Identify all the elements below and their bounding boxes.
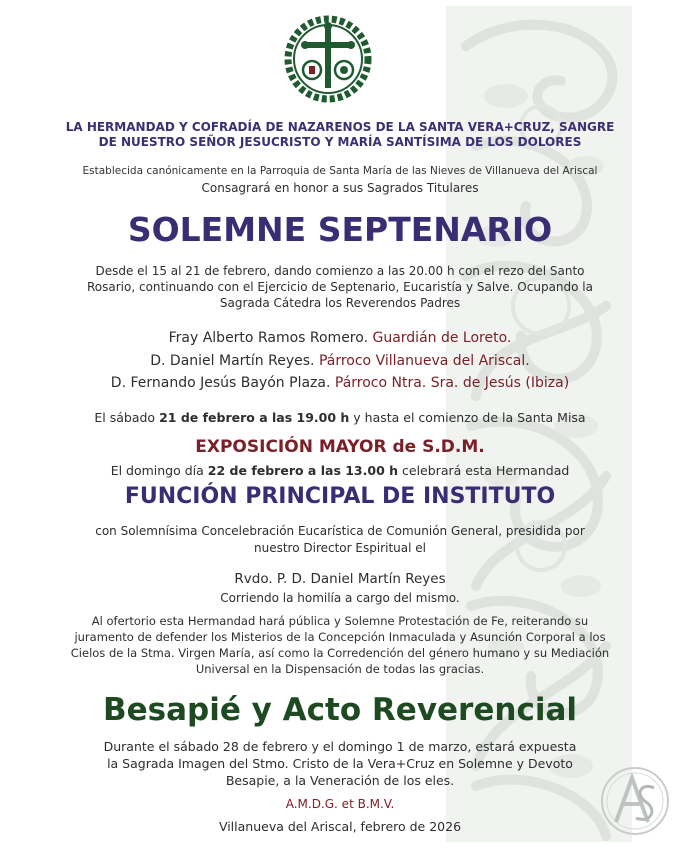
function-intro (40, 463, 640, 478)
function-desc-line2: nuestro Director Espiritual el (254, 541, 426, 555)
septenario-desc-line2: Rosario, continuando con el Ejercicio de Septenario, Eucaristía y Salve. Ocupando la (87, 280, 593, 294)
septenario-desc-line3: Sagrada Cátedra los Reverendos Padres (219, 296, 461, 310)
motto: A.M.D.G. et B.M.V. (285, 797, 395, 811)
protestation-line1: Al ofertorio esta Hermandad hará pública y Solemne Protestación de Fe, reiterando su (91, 614, 589, 628)
brotherhood-name-line2: DE NUESTRO SEÑOR JESUCRISTO Y MARÍA SANTÍSIMA DE LOS DOLORES (98, 135, 582, 149)
preacher-role: Párroco Ntra. Sra. de Jesús (Ibiza) (334, 375, 570, 391)
protestation-line2: juramento de defender los Misterios de la Concepción Inmaculada y Asunción Corporal a los (74, 630, 606, 644)
preacher-2 (40, 351, 640, 371)
function-intro-pre: El domingo día (110, 463, 204, 478)
preacher-name: D. Daniel Martín Reyes. (150, 353, 315, 369)
besapie-title: Besapié y Acto Reverencial (103, 692, 577, 728)
preacher-1 (40, 328, 640, 348)
exposition-intro-post: y hasta el comienzo de la Santa Misa (353, 410, 586, 425)
established-text: Establecida canónicamente en la Parroquia de Santa María de las Nieves de Villanueva del Ariscal (82, 165, 598, 177)
function-title: FUNCIÓN PRINCIPAL DE INSTITUTO (124, 484, 556, 509)
preacher-name: D. Fernando Jesús Bayón Plaza. (110, 375, 331, 391)
protestation-line4: Universal en la Dispensación de todas las gracias. (195, 662, 485, 676)
besapie-desc-line2: la Sagrada Imagen del Stmo. Cristo de la Vera+Cruz en Solemne y Devoto (107, 756, 573, 771)
besapie-desc-line1: Durante el sábado 28 de febrero y el domingo 1 de marzo, estará expuesta (103, 739, 577, 754)
place-date: Villanueva del Ariscal, febrero de 2026 (218, 819, 462, 834)
brotherhood-name-line1: LA HERMANDAD Y COFRADÍA DE NAZARENOS DE LA SANTA VERA+CRUZ, SANGRE (65, 120, 615, 134)
septenario-desc-line1: Desde el 15 al 21 de febrero, dando comienzo a las 20.00 h con el rezo del Santo (95, 264, 585, 278)
function-date: 22 de febrero a las 13.00 h (207, 463, 399, 478)
director-name: Rvdo. P. D. Daniel Martín Reyes (234, 571, 446, 587)
preacher-role: Guardián de Loreto. (372, 330, 512, 346)
homily-text: Corriendo la homilía a cargo del mismo. (220, 591, 460, 605)
dedication-text: Consagrará en honor a sus Sagrados Titulares (201, 181, 479, 195)
function-intro-post: celebrará esta Hermandad (402, 463, 570, 478)
preacher-3 (40, 373, 640, 393)
preacher-name: Fray Alberto Ramos Romero. (168, 330, 369, 346)
preacher-role: Párroco Villanueva del Ariscal. (318, 353, 530, 369)
main-title: SOLEMNE SEPTENARIO (127, 210, 553, 249)
besapie-desc-line3: Besapie, a la Veneración de los eles. (225, 773, 455, 788)
function-desc-line1: con Solemnísima Concelebración Eucarística de Comunión General, presidida por (95, 524, 585, 538)
exposition-date: 21 de febrero a las 19.00 h (159, 410, 350, 425)
protestation-line3: Cielos de la Stma. Virgen María, así como la Corredención del género humano y su Mediación (70, 646, 610, 660)
exposition-intro (40, 410, 640, 425)
exposition-title: EXPOSICIÓN MAYOR de S.D.M. (195, 437, 485, 457)
exposition-intro-pre: El sábado (94, 410, 156, 425)
